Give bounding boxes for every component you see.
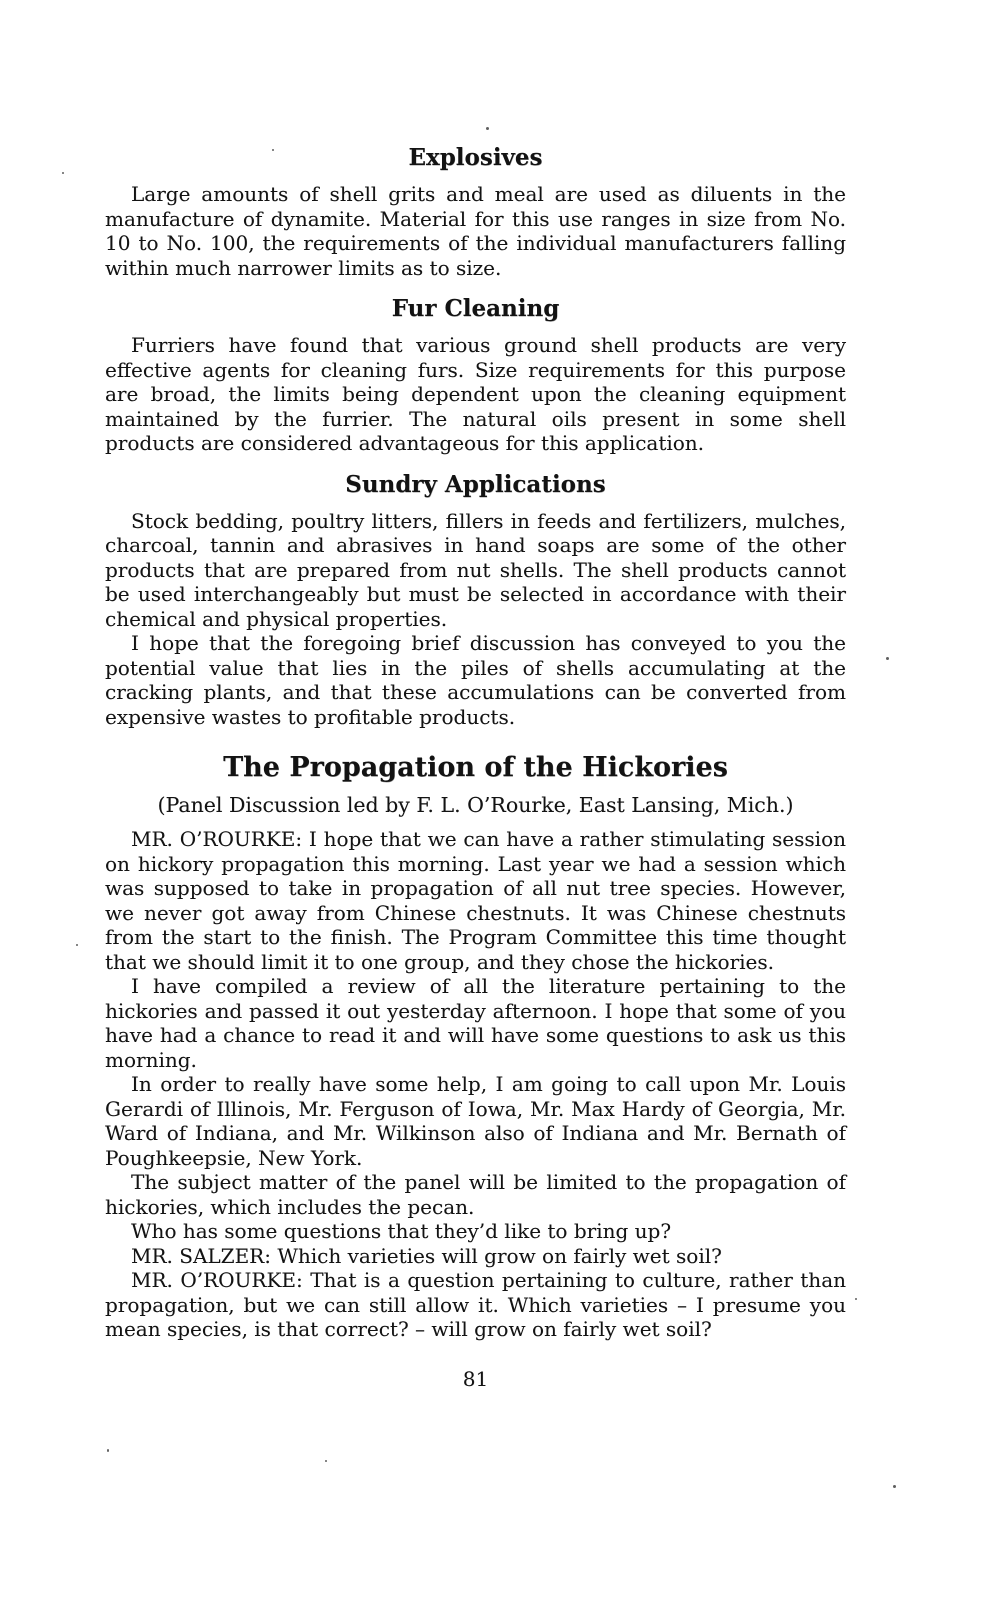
scan-speck: [486, 127, 489, 130]
paragraph: I hope that the foregoing brief discussion has conveyed to you the potential value that lies in the piles of shells accumulating at the cracking plants, and that these accumulations can be converted from expensive wastes to profitable products.: [105, 631, 846, 729]
section-explosives: [105, 146, 846, 280]
paragraph: Furriers have found that various ground shell products are very effective agents for cleaning furs. Size requirements for this purpose are broad, the limits being dependent upon the cleaning equipment maintained by the furrier. The natural oils present in some shell products are considered advantageous for this application.: [105, 333, 846, 455]
paragraph: MR. O’ROURKE: I hope that we can have a rather stimulating session on hickory propagation this morning. Last year we had a session which was supposed to take in propagation of all nut tree species. However, we never got away from Chinese chestnuts. It was Chinese chestnuts from the start to the finish. The Program Committee this time thought that we should limit it to one group, and they chose the hickories.: [105, 827, 846, 974]
section-heading-explosives: Explosives: [408, 144, 543, 171]
paragraph: The subject matter of the panel will be limited to the propagation of hickories, which includes the pecan.: [105, 1170, 846, 1219]
page-number: 81: [462, 1366, 489, 1391]
scan-speck: [893, 1485, 896, 1488]
article-subtitle: (Panel Discussion led by F. L. O’Rourke, East Lansing, Mich.): [157, 793, 794, 817]
paragraph: Stock bedding, poultry litters, fillers in feeds and fertilizers, mulches, charcoal, tannin and abrasives in hand soaps are some of the other products that are prepared from nut shells. The shell products cannot be used interchangeably but must be selected in accordance with their chemical and physical properties.: [105, 508, 846, 631]
section-fur-cleaning: [105, 297, 846, 456]
article-propagation-of-hickories: [105, 751, 846, 1342]
paragraph: Large amounts of shell grits and meal are used as diluents in the manufacture of dynamite. Material for this use ranges in size from No. 10 to No. 100, the requirements of the individual manufacturers falling within much narrower limits as to size.: [105, 182, 846, 280]
section-heading-fur-cleaning: Fur Cleaning: [391, 295, 560, 322]
section-heading-sundry-applications: Sundry Applications: [345, 470, 606, 498]
scan-speck: [325, 1460, 327, 1462]
paragraph: MR. O’ROURKE: That is a question pertaining to culture, rather than propagation, but we can still allow it. Which varieties – I presume you mean species, is that correct? – will grow on fairly wet soil?: [105, 1268, 846, 1341]
scan-speck: [886, 657, 889, 660]
section-sundry-applications: [105, 470, 846, 730]
scan-speck: [76, 944, 78, 946]
paragraph: Who has some questions that they’d like to bring up?: [131, 1219, 672, 1243]
article-title: The Propagation of the Hickories: [223, 752, 728, 783]
scan-speck: [107, 1449, 109, 1452]
paragraph: I have compiled a review of all the literature pertaining to the hickories and passed it out yesterday afternoon. I hope that some of you have had a chance to read it and will have some questions to ask us this morning.: [105, 974, 846, 1072]
page-content: [105, 146, 846, 1391]
paragraph: MR. SALZER: Which varieties will grow on fairly wet soil?: [131, 1243, 722, 1268]
scan-speck: [855, 1298, 857, 1300]
scan-speck: [62, 172, 64, 174]
paragraph: In order to really have some help, I am going to call upon Mr. Louis Gerardi of Illinois, Mr. Ferguson of Iowa, Mr. Max Hardy of Georgia, Mr. Ward of Indiana, and Mr. Wilkinson also of Indiana and Mr. Bernath of Poughkeepsie, New York.: [105, 1072, 846, 1170]
